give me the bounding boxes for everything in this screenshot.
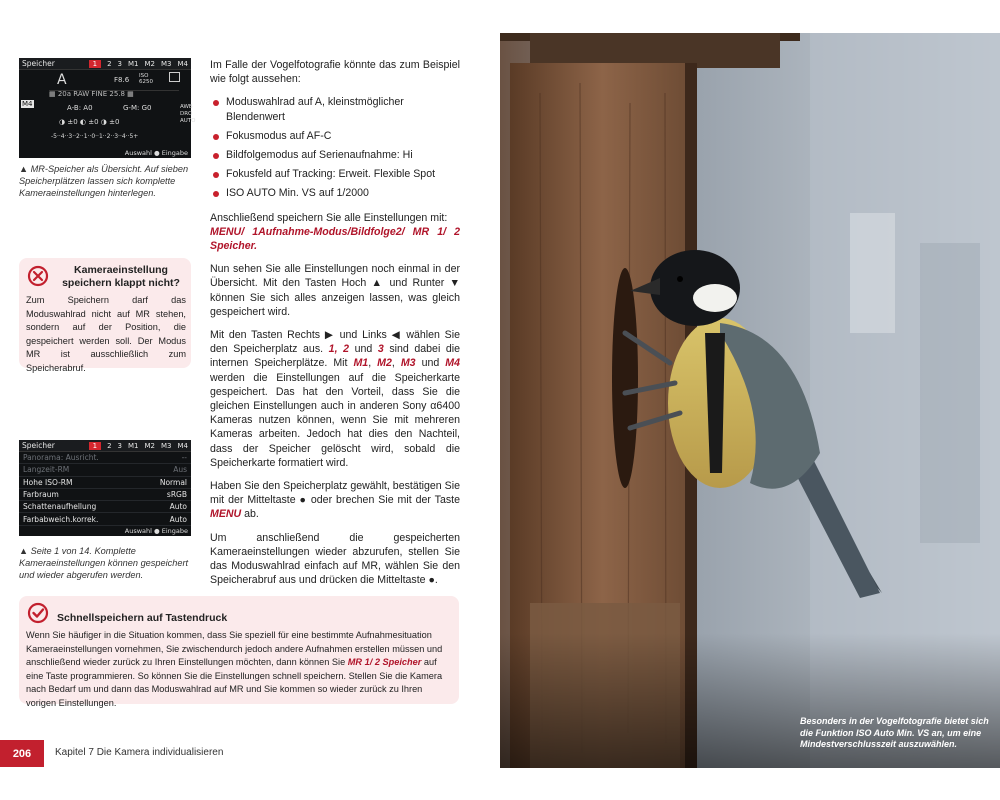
camera-gm: G-M: G0 (123, 104, 152, 112)
camera-row-icons: ▦ 20a RAW FINE 25.8 ▦ (49, 90, 134, 98)
warning-text: Zum Speichern darf das Moduswahlrad nicht auf MR stehen, sondern auf der Position, die gespeichert werden soll. Der Modus MR ist ausschließlich zum Speicherabruf. (26, 295, 186, 373)
camera-ab: A-B: A0 (67, 104, 93, 112)
camera-tab-m4: M4 (177, 441, 188, 450)
camera-tab-m4: M4 (177, 59, 188, 68)
text-run: sind dabei die internen Speicherplätze. Mit (210, 343, 461, 370)
camera-menu-title: Speicher (22, 59, 55, 68)
slot-m1: M1 (353, 357, 369, 370)
camera-tab-m1: M1 (128, 59, 139, 68)
camera-iso: ISO 6250 (139, 73, 153, 85)
camera-scale: -5··4··3··2··1··0··1··2··3··4··5+ (51, 133, 139, 140)
bird-cheek (693, 284, 737, 312)
slot-m4: M4 (445, 357, 461, 370)
camera-side-icons: AWB DRO AUTO (180, 104, 196, 124)
camera-mode: A (57, 72, 67, 88)
list-item: Fokusfeld auf Tracking: Erweit. Flexible Spot (210, 167, 460, 181)
menu-path: MENU/ 1Aufnahme-Modus/Bildfolge2/ MR 1/ 2 Speicher. (210, 225, 460, 253)
save-instruction (210, 211, 460, 254)
intro-paragraph: Im Falle der Vogelfotografie könnte das zum Beispiel wie folgt aussehen: (210, 59, 460, 86)
camera-tab-2: 2 (107, 441, 112, 450)
camera-footer: Auswahl ● Eingabe (124, 527, 188, 535)
menu-row-label: Panorama: Ausricht. (23, 453, 99, 463)
slot-paragraph (210, 328, 460, 470)
text-run: und (349, 343, 378, 356)
camera-tab-m1: M1 (128, 441, 139, 450)
list-item: ISO AUTO Min. VS auf 1/2000 (210, 186, 460, 200)
camera-menu-screen-page1 (19, 440, 191, 536)
list-item: Moduswahlrad auf A, kleinstmöglicher Blendenwert (210, 95, 460, 123)
save-instruction-text: Anschließend speichern Sie alle Einstellungen mit: (210, 211, 448, 224)
settings-list (210, 95, 460, 200)
slot-m3: M3 (400, 357, 416, 370)
menu-path: MR 1/ 2 Speicher (347, 657, 422, 668)
text-run: auf eine Taste programmieren. So können Sie die Einstellungen schnell speichern. Stellen Sie die Kamera nach Bedarf um und dann das Moduswahlrad auf MR und Sie kommen so wieder zurück zu Ihren vorigen Einstellungen. (26, 657, 443, 708)
camera-adjust-row: ◑ ±0 ◐ ±0 ◑ ±0 (59, 118, 120, 126)
camera-menu-screen-overview (19, 58, 196, 158)
camera-tab-m2: M2 (144, 441, 155, 450)
menu-row (19, 464, 191, 476)
bird-photo (500, 33, 1000, 768)
menu-row-label: Farbraum (23, 490, 59, 500)
text-run: ab. (241, 508, 259, 521)
slot-m2: M2 (377, 357, 392, 370)
tip-box (19, 596, 459, 708)
text-run: Mit den Tasten Rechts ▶ und Links ◀ wählen Sie den Speicherplatz aus. (210, 329, 460, 356)
menu-row (19, 477, 191, 489)
list-item: Fokusmodus auf AF-C (210, 129, 460, 143)
text-run: , (334, 343, 344, 356)
birdhouse-roof (530, 33, 780, 68)
confirm-paragraph (210, 479, 460, 522)
main-text-column (210, 58, 460, 597)
caption-page1: ▲ Seite 1 von 14. Komplette Kameraeinstellungen können gespeichert und wieder abgerufen werden. (19, 546, 189, 580)
text-run: werden die Einstellungen auf die Speicherkarte gespeichert. Das hat den Vorteil, dass Sie die gleichen Einstellungen auch in anderen Sony α6400 Kameras nutzen können, wenn Sie mit mehreren Kameras arbeiten. Jedoch hat dies den Nachteil, dass der Speicher gelöscht wird, sobald die Speicherkarte formatiert wird. (210, 371, 460, 469)
slot-3: 3 (377, 343, 384, 356)
list-item: Bildfolgemodus auf Serienaufnahme: Hi (210, 148, 460, 162)
menu-row-value: -- (181, 453, 187, 463)
photo-page (500, 33, 1000, 768)
menu-row-label: Farbabweich.korrek. (23, 514, 99, 524)
camera-m4-badge: M4 (22, 100, 33, 108)
camera-tab-3: 3 (117, 441, 122, 450)
menu-row-label: Schattenaufhellung (23, 502, 97, 512)
camera-footer: Auswahl ● Eingabe (124, 149, 188, 157)
blurred-wall (920, 243, 980, 543)
camera-tab-m3: M3 (161, 59, 172, 68)
camera-tabs (19, 440, 191, 452)
text-run: , (391, 357, 401, 370)
menu-row (19, 452, 191, 464)
camera-tab-1: 1 (89, 442, 101, 450)
warning-title: Kameraeinstellung speichern klappt nicht? (62, 264, 180, 289)
entrance-hole (612, 268, 638, 488)
slot-2: 2 (343, 343, 349, 356)
text-run: Wenn Sie häufiger in die Situation kommen, dass Sie speziell für eine bestimmte Aufnahmesituation Kameraeinstellungen vornehmen, Sie zwischendurch jedoch andere Aufnahmen erstellen müssen und anschließend wieder zurück zu Ihren Einstellungen möchten, dann können Sie (26, 630, 443, 668)
warning-cross-icon (27, 265, 49, 287)
camera-menu-title: Speicher (22, 441, 55, 450)
menu-row-value: Normal (159, 477, 187, 487)
camera-icon-box (169, 72, 180, 82)
camera-tab-1: 1 (89, 60, 101, 68)
running-head: Kapitel 7 Die Kamera individualisieren (55, 747, 224, 758)
bird-eye (677, 276, 683, 282)
tip-text (26, 629, 454, 711)
slot-1: 1 (328, 343, 335, 356)
menu-row (19, 513, 191, 525)
menu-row-value: Auto (169, 502, 187, 512)
menu-row-label: Langzeit-RM (23, 465, 70, 475)
text-run: , (368, 357, 378, 370)
tip-title: Schnellspeichern auf Tastendruck (57, 612, 228, 624)
photo-caption: Besonders in der Vogelfotografie bietet sich die Funktion ISO Auto Min. VS an, um eine Mindestverschlusszeit auszuwählen. (800, 716, 989, 749)
recall-paragraph: Um anschließend die gespeicherten Kameraeinstellungen wieder abzurufen, stellen Sie das Moduswahlrad einfach auf MR, wählen Sie den Speicherabruf aus und drücken die Mitteltaste ●. (210, 531, 460, 587)
camera-tabs (19, 58, 191, 70)
camera-tab-m2: M2 (144, 59, 155, 68)
warning-box (19, 258, 191, 373)
camera-tab-3: 3 (117, 59, 122, 68)
overview-paragraph: Nun sehen Sie alle Einstellungen noch einmal in der Übersicht. Mit den Tasten Hoch ▲ und Runter ▼ können Sie sich alles anzeigen lassen, was gleich gespeichert wird. (210, 263, 460, 318)
camera-tab-m3: M3 (161, 441, 172, 450)
blurred-window (850, 213, 895, 333)
caption-overview: ▲ MR-Speicher als Übersicht. Auf sieben Speicherplätzen lassen sich komplette Kameraeinstellungen hinterlegen. (19, 164, 189, 198)
camera-aperture: F8.6 (114, 76, 130, 84)
menu-row-label: Hohe ISO-RM (23, 477, 73, 487)
text-run: Haben Sie den Speicherplatz gewählt, bestätigen Sie mit der Mitteltaste ● oder brechen Sie mit der Taste (210, 480, 460, 507)
text-run: und (415, 357, 446, 370)
camera-tab-2: 2 (107, 59, 112, 68)
menu-row (19, 489, 191, 501)
menu-row (19, 501, 191, 513)
menu-row-value: Aus (173, 465, 187, 475)
menu-row-value: Auto (169, 514, 187, 524)
menu-key: MENU (210, 508, 242, 521)
menu-row-value: sRGB (166, 490, 187, 500)
page-number: 206 (0, 740, 44, 767)
checkmark-circle-icon (27, 602, 49, 624)
